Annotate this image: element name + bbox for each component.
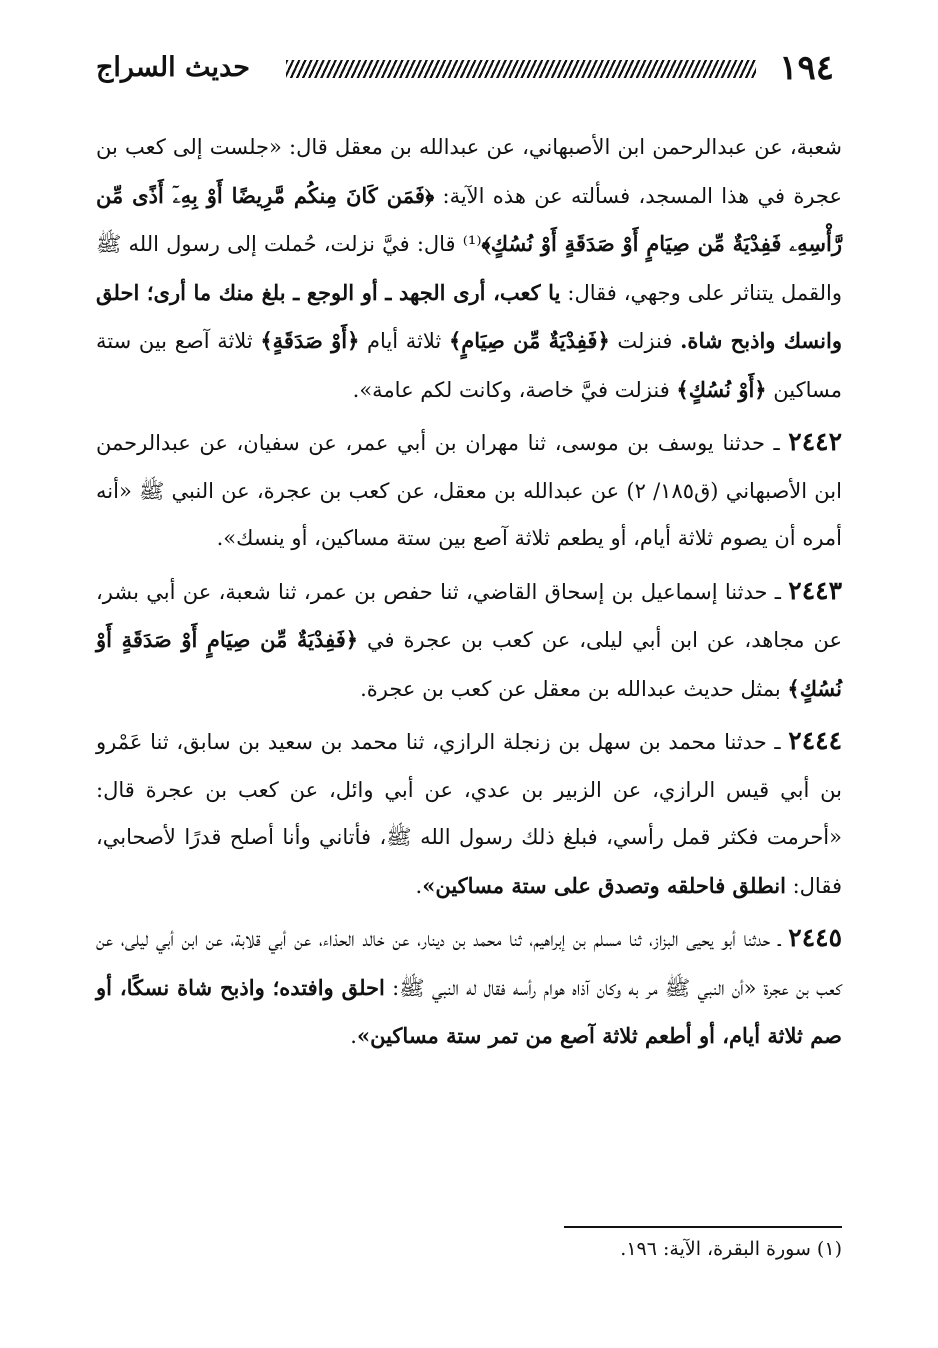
quran-quote: ﴿فَفِدْيَةٌ مِّن صِيَامٍ﴾: [448, 328, 610, 353]
text-segment: ثلاثة آصع بين ستة مساكين: [96, 329, 842, 402]
hadith-paragraph-2443: [96, 567, 842, 714]
text-segment: ⁽¹⁾ قال: فيَّ نزلت، حُملت إلى رسول الله ﷺ والقمل يتناثر على وجهي، فقال:: [96, 232, 842, 305]
prophetic-saying: احلق وافتده؛ واذبح شاة نسكًا، أو صم ثلاثة أيام، أو أطعم ثلاثة آصع من تمر ستة مساكين»: [96, 974, 842, 1048]
text-segment: بمثل حديث عبدالله بن معقل عن كعب بن عجرة.: [360, 676, 788, 701]
hadith-number: ٢٤٤٣: [788, 575, 842, 605]
text-segment: شعبة، عن عبدالرحمن ابن الأصبهاني، عن عبدالله بن معقل قال: «جلست إلى كعب بن عجرة في هذا المسجد، فسألته عن هذه الآية:: [96, 135, 842, 208]
hadith-paragraph-2444: [96, 717, 842, 910]
hadith-paragraph-2445: [96, 914, 842, 1061]
running-header: [96, 44, 834, 104]
text-segment: فنزلت فيَّ خاصة، وكانت لكم عامة».: [352, 377, 677, 402]
footnotes: [96, 1226, 842, 1264]
text-segment: .: [350, 1024, 357, 1048]
text-segment: ثلاثة أيام: [359, 329, 449, 353]
page-number: ١٩٤: [779, 48, 834, 88]
footnote-1: (١) سورة البقرة، الآية: ١٩٦.: [620, 1238, 842, 1260]
quran-quote: ﴿فَفِدْيَةٌ مِّن صِيَامٍ أَوْ صَدَقَةٍ أَوْ نُسُكٍ﴾: [96, 627, 842, 701]
hadith-paragraph-continuation: [96, 124, 842, 414]
body-text: [96, 124, 842, 1061]
hadith-number: ٢٤٤٥: [788, 923, 842, 952]
book-title: حديث السراج: [96, 52, 250, 83]
hadith-number: ٢٤٤٤: [788, 726, 842, 755]
hadith-paragraph-2442: [96, 418, 842, 563]
text-segment: ـ حدثنا يوسف بن موسى، ثنا مهران بن أبي عمر، عن سفيان، عن عبدالرحمن ابن الأصبهاني (ق١٨٥/ ٢) عن عبدالله بن معقل، عن كعب بن عجرة، عن النبي ﷺ «أنه أمره أن يصوم ثلاثة أيام، أو يطعم ثلاثة آصع بين ستة مساكين، أو ينسك».: [96, 431, 842, 550]
prophetic-saying: يا كعب، أرى الجهد ـ أو الوجع ـ بلغ منك ما أرى؛ احلق وانسك واذبح شاة.: [96, 279, 842, 353]
text-segment: .: [415, 873, 423, 898]
ornamental-rule: [286, 60, 756, 78]
text-segment: ـ حدثنا محمد بن سهل بن زنجلة الرازي، ثنا محمد بن سعيد بن سابق، ثنا عَمْرو بن أبي قيس الرازي، عن الزبير بن عدي، عن أبي وائل، عن كعب بن عجرة قال: «أحرمت فكثر قمل رأسي، فبلغ ذلك رسول الله ﷺ، فأتاني وأنا أصلح قدرًا لأصحابي، فقال:: [96, 730, 842, 898]
text-segment: ـ حدثنا أبو يحيى البزاز، ثنا مسلم بن إبراهيم، ثنا محمد بن دينار، عن خالد الحذاء، عن أبي قلابة، عن ابن أبي ليلى، عن كعب بن عجرة «أن النبي ﷺ مر به وكان آذاه هوام رأسه فقال له النبي ﷺ:: [96, 927, 842, 1000]
footnote-rule: [564, 1226, 842, 1228]
text-segment: ـ حدثنا إسماعيل بن إسحاق القاضي، ثنا حفص بن عمر، ثنا شعبة، عن أبي بشر، عن مجاهد، عن ابن أبي ليلى، عن كعب بن عجرة في: [96, 579, 842, 652]
text-segment: فنزلت: [609, 329, 681, 353]
quran-quote: ﴿أَوْ صَدَقَةٍ﴾: [260, 328, 360, 353]
quran-quote: ﴿فَمَن كَانَ مِنكُم مَّرِيضًا أَوْ بِهِۦٓ أَذًى مِّن رَّأْسِهِۦ فَفِدْيَةٌ مِّن صِيَامٍ أَوْ صَدَقَةٍ أَوْ نُسُكٍ﴾: [96, 182, 843, 256]
quran-quote: ﴿أَوْ نُسُكٍ﴾: [676, 376, 767, 402]
prophetic-saying: انطلق فاحلقه وتصدق على ستة مساكين»: [422, 872, 786, 898]
hadith-number: ٢٤٤٢: [788, 427, 842, 456]
